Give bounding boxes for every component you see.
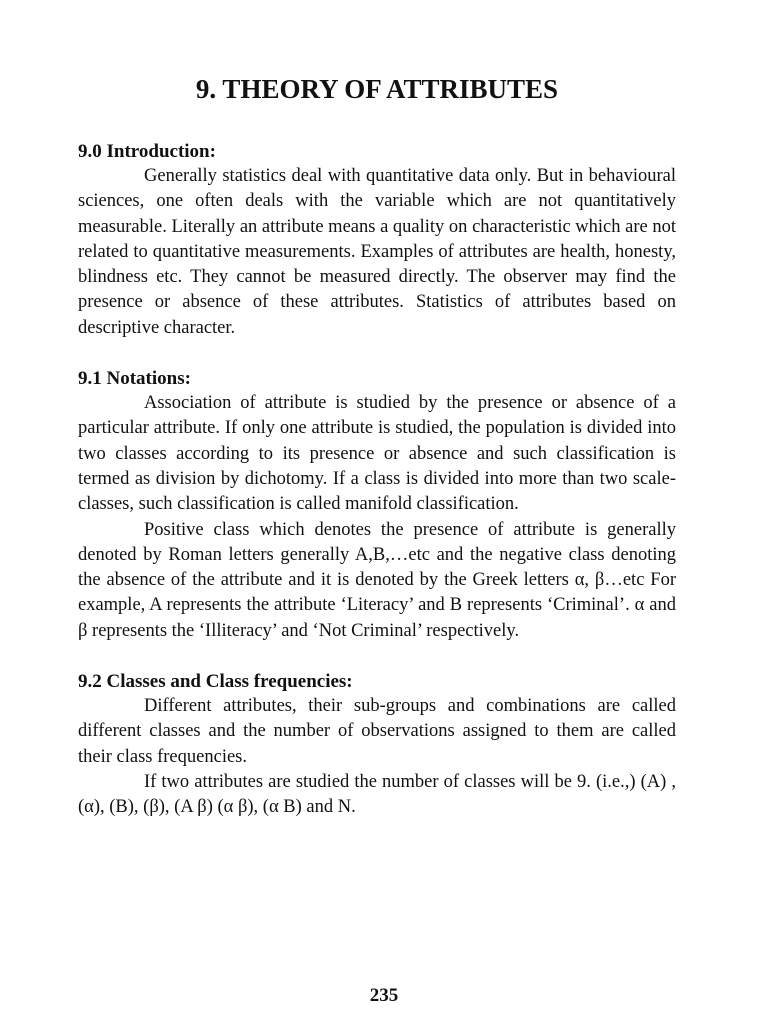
- section-heading: 9.0 Introduction:: [78, 141, 216, 162]
- page-body: [78, 72, 676, 821]
- section-notations: [78, 366, 676, 644]
- page-title: 9. THEORY OF ATTRIBUTES: [195, 74, 559, 104]
- page-number: 235: [369, 985, 399, 1006]
- paragraph: Association of attribute is studied by the presence or absence of a particular attribute. If only one attribute is studied, the population is divided into two classes according to its presence or absence and such classification is termed as division by dichotomy. If a class is divided into more than two scale-classes, such classification is called manifold classification.: [78, 393, 676, 515]
- section-heading: 9.1 Notations:: [78, 368, 191, 390]
- section-heading: 9.2 Classes and Class frequencies:: [78, 671, 353, 693]
- paragraph: Positive class which denotes the presence of attribute is generally denoted by Roman letters generally A,B,…etc and the negative class denoting the absence of the attribute and it is denoted by the Greek letters α, β…etc For example, A represents the attribute ‘Literacy’ and B represents ‘Criminal’. α and β represents the ‘Illiteracy’ and ‘Not Criminal’ respectively.: [78, 519, 676, 641]
- paragraph: Generally statistics deal with quantitative data only. But in behavioural sciences, one often deals with the variable which are not quantitatively measurable. Literally an attribute means a quality on characteristic which are not related to quantitative measurements. Examples of attributes are health, honesty, blindness etc. They cannot be measured directly. The observer may find the presence or absence of these attributes. Statistics of attributes based on descriptive character.: [78, 166, 676, 338]
- section-classes: [78, 669, 676, 820]
- paragraph: Different attributes, their sub-groups and combinations are called different classes and the number of observations assigned to them are called their class frequencies.: [78, 696, 676, 767]
- section-introduction: [78, 139, 676, 341]
- paragraph: If two attributes are studied the number of classes will be 9. (i.e.,) (A) , (α), (B), (β), (A β) (α β), (α B) and N.: [78, 771, 676, 818]
